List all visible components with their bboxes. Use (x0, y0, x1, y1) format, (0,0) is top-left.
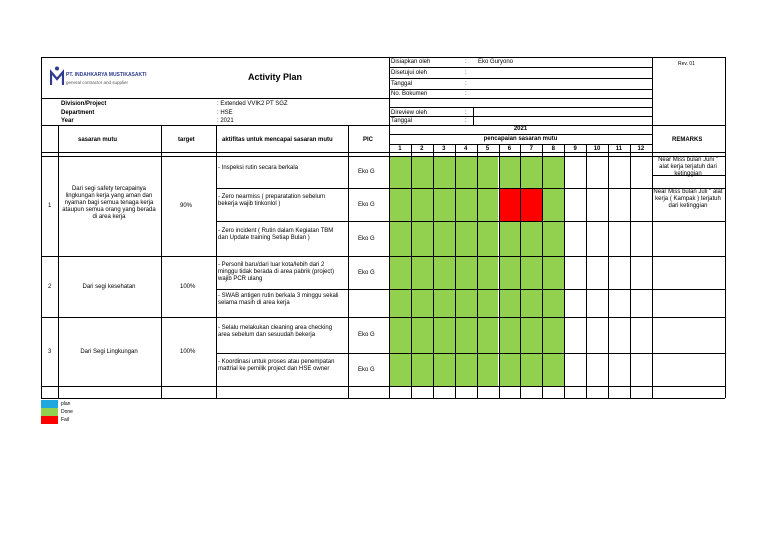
progress-cell-done (477, 289, 499, 317)
month-header-8: 8 (551, 146, 555, 152)
grid-line (652, 256, 725, 257)
goal-target: 90% (180, 203, 193, 209)
progress-cell-done (411, 221, 433, 256)
meta-label-docno: No. Bokumen (391, 91, 428, 97)
meta-sep: : (465, 59, 467, 65)
grid-line (586, 144, 587, 398)
progress-cell-done (455, 256, 477, 289)
meta-sep: : (465, 118, 467, 124)
activity-pic: Eko G (358, 332, 375, 338)
grid-line (41, 156, 725, 157)
company-tagline: general contractor and supplier (66, 80, 129, 85)
grid-line (630, 144, 631, 398)
col-header-pic: PIC (363, 137, 374, 143)
info-value-department: : HSE (217, 110, 233, 116)
progress-cell-done (455, 317, 477, 353)
grid-line (216, 256, 725, 257)
col-header-aktifitas: aktifitas untuk mencapai sasaran mutu (222, 137, 333, 143)
activity-text: - Selalu melakukan cleaning area checking area sebelum dan sesuudah bekerja (218, 324, 333, 338)
meta-sep: : (465, 81, 467, 87)
progress-cell-done (433, 188, 455, 221)
activity-text: - Zero nearmiss ( preparatation sebelum bekerja wajib tinkonlol ) (218, 194, 326, 207)
grid-line (433, 144, 434, 398)
grid-line (41, 98, 389, 99)
goal-sasaran: Dari segi safety tercapainya lingkungan kerja yang aman dan nyaman bagi semua tenaga kerja ataupun semua orang yang berada di area kerja (62, 186, 156, 220)
progress-cell-done (389, 317, 411, 353)
progress-cell-done (455, 188, 477, 221)
progress-cell-done (433, 256, 455, 289)
progress-cell-done (433, 156, 455, 188)
rev-label: Rev. 01 (678, 61, 695, 67)
grid-line (348, 125, 349, 398)
grid-line (58, 125, 59, 398)
progress-cell-done (389, 156, 411, 188)
grid-line (216, 125, 217, 398)
legend-label: Done (61, 409, 73, 415)
month-header-10: 10 (593, 146, 601, 152)
grid-line (216, 386, 725, 387)
progress-cell-done (411, 289, 433, 317)
page-title: Activity Plan (248, 72, 303, 82)
progress-cell-done (411, 256, 433, 289)
activity-text: - Koordinasi untuk proses atau penempatan mattrial ke pemilik project dan HSE owner (218, 359, 335, 372)
legend-swatch-plan (41, 400, 58, 408)
grid-line (41, 256, 216, 257)
progress-cell-done (542, 256, 564, 289)
grid-line (499, 144, 500, 398)
month-header-6: 6 (507, 146, 512, 152)
progress-cell-done (389, 256, 411, 289)
grid-line (652, 175, 725, 176)
grid-line (520, 144, 521, 398)
progress-cell-done (542, 188, 564, 221)
activity-pic: Eko G (358, 201, 375, 208)
meta-sep: : (465, 91, 467, 97)
goal-number: 3 (48, 348, 52, 355)
activity-text: - Inspeksi rutin secara berkala (218, 165, 299, 171)
progress-cell-done (411, 156, 433, 188)
month-header-2: 2 (420, 146, 424, 152)
meta-label-approved: Disetujui oleh (391, 70, 428, 76)
grid-line (216, 289, 725, 290)
progress-cell-done (499, 353, 521, 386)
progress-cell-done (389, 221, 411, 256)
progress-cell-fail (499, 188, 521, 221)
activity-remark: Near Miss bulan Juli " alat kerja ( Kampak ) terjatuh dari ketinggian (653, 189, 723, 209)
grid-line (389, 125, 390, 398)
grid-line (542, 144, 543, 398)
month-header-3: 3 (442, 146, 446, 152)
grid-line (389, 78, 652, 79)
activity-text: - Zero incident ( Rutin dalam Kegiatan TBM dan Update training Setiap Bulan ) (218, 228, 334, 241)
month-header-5: 5 (485, 146, 490, 152)
activity-pic: Eko G (358, 235, 375, 242)
grid-line (389, 89, 652, 90)
progress-cell-done (520, 156, 542, 188)
grid-line (652, 221, 725, 222)
progress-cell-done (542, 221, 564, 256)
col-header-pencapaian: pencapaian sasaran mutu (483, 136, 558, 142)
grid-line (652, 317, 725, 318)
progress-cell-done (433, 317, 455, 353)
progress-cell-done (520, 256, 542, 289)
grid-line (652, 289, 725, 290)
progress-cell-done (411, 317, 433, 353)
progress-cell-done (477, 221, 499, 256)
grid-line (41, 125, 725, 126)
progress-cell-done (542, 317, 564, 353)
progress-cell-fail (520, 188, 542, 221)
progress-cell-done (389, 289, 411, 317)
col-header-remarks: REMARKS (672, 137, 703, 143)
progress-cell-done (477, 317, 499, 353)
month-header-1: 1 (398, 146, 402, 152)
grid-line (725, 57, 726, 398)
meta-label-reviewed: Direview oleh (391, 110, 428, 116)
logo-mark-icon (50, 66, 64, 86)
progress-cell-done (499, 256, 521, 289)
progress-cell-done (542, 289, 564, 317)
grid-line (477, 144, 478, 398)
progress-cell-done (477, 156, 499, 188)
info-label-year: Year (61, 118, 74, 124)
grid-line (41, 57, 42, 398)
progress-cell-done (499, 289, 521, 317)
grid-line (216, 317, 725, 318)
activity-text: - SWAB antigen rutin berkala 3 minggu sekali selama masih di area kerja (218, 292, 339, 306)
progress-cell-done (520, 289, 542, 317)
activity-pic: Eko G (358, 169, 375, 175)
grid-line (652, 57, 653, 398)
goal-sasaran: Dari segi kesehatan (82, 283, 136, 290)
legend-swatch-fail (41, 416, 58, 424)
grid-line (652, 353, 725, 354)
goal-target: 100% (180, 283, 196, 290)
grid-line (389, 98, 652, 99)
grid-line (455, 144, 456, 398)
grid-line (389, 134, 652, 135)
progress-cell-done (389, 188, 411, 221)
progress-cell-done (499, 156, 521, 188)
meta-label-review-date: Tanggal (391, 118, 413, 124)
grid-line (389, 107, 652, 108)
progress-cell-done (411, 188, 433, 221)
meta-label-prepared: Disiapkan oleh (391, 59, 431, 65)
progress-cell-done (433, 221, 455, 256)
info-label-department: Department (61, 110, 95, 116)
col-header-year: 2021 (513, 126, 528, 132)
meta-value-prepared: Eko Guryono (478, 59, 514, 65)
goal-number: 1 (48, 203, 52, 209)
grid-line (41, 317, 216, 318)
progress-cell-done (455, 221, 477, 256)
month-header-4: 4 (463, 146, 468, 152)
grid-line (389, 67, 652, 68)
grid-line (41, 57, 725, 58)
progress-cell-done (499, 221, 521, 256)
col-header-sasaran: sasaran mutu (78, 137, 118, 143)
progress-cell-done (477, 353, 499, 386)
goal-target: 100% (180, 348, 196, 355)
progress-cell-done (542, 353, 564, 386)
grid-line (608, 144, 609, 398)
activity-pic: Eko G (358, 269, 375, 276)
goal-sasaran: Dari Segi Lingkungan (80, 348, 138, 355)
meta-sep: : (465, 110, 467, 116)
progress-cell-done (520, 221, 542, 256)
col-header-target: target (178, 137, 195, 143)
month-header-7: 7 (529, 146, 533, 152)
info-value-division: : Extended VVIK2 PT SGZ (217, 101, 288, 107)
grid-line (216, 188, 725, 189)
grid-line (41, 398, 725, 399)
progress-cell-done (477, 256, 499, 289)
grid-line (564, 144, 565, 398)
legend-swatch-done (41, 408, 58, 416)
info-label-division: Division/Project (61, 101, 107, 107)
grid-line (216, 221, 725, 222)
activity-remark: Near Miss bulan Juni " alat kerja terjatuh dari ketinggian (658, 157, 718, 177)
progress-cell-done (520, 317, 542, 353)
meta-sep: : (465, 70, 467, 76)
grid-line (41, 386, 216, 387)
grid-line (161, 125, 162, 398)
progress-cell-done (542, 156, 564, 188)
company-logo (50, 66, 64, 86)
activity-pic: Eko G (358, 366, 375, 373)
info-value-year: : 2021 (217, 118, 234, 124)
progress-cell-done (455, 289, 477, 317)
grid-line (411, 144, 412, 398)
progress-cell-done (477, 188, 499, 221)
progress-cell-done (520, 353, 542, 386)
company-name: PT. INDAHKARYA MUSTIKASAKTI (66, 72, 147, 78)
progress-cell-done (455, 353, 477, 386)
progress-cell-done (433, 289, 455, 317)
legend-label: plan (61, 401, 71, 407)
activity-text: - Personil baru/dari luar kota/lebih dari 2 minggu tidak berada di area pabrik (project) wajib PCR ulang (218, 262, 335, 282)
grid-line (41, 152, 725, 153)
progress-cell-done (455, 156, 477, 188)
legend-label: Fail (61, 417, 70, 423)
grid-line (473, 107, 474, 125)
progress-cell-done (433, 353, 455, 386)
month-header-11: 11 (615, 146, 623, 152)
progress-cell-done (411, 353, 433, 386)
meta-label-date: Tanggal (391, 81, 413, 87)
grid-line (389, 116, 652, 117)
month-header-12: 12 (637, 146, 645, 152)
grid-line (216, 353, 725, 354)
goal-number: 2 (48, 283, 52, 290)
progress-cell-done (389, 353, 411, 386)
month-header-9: 9 (573, 146, 577, 152)
progress-cell-done (499, 317, 521, 353)
